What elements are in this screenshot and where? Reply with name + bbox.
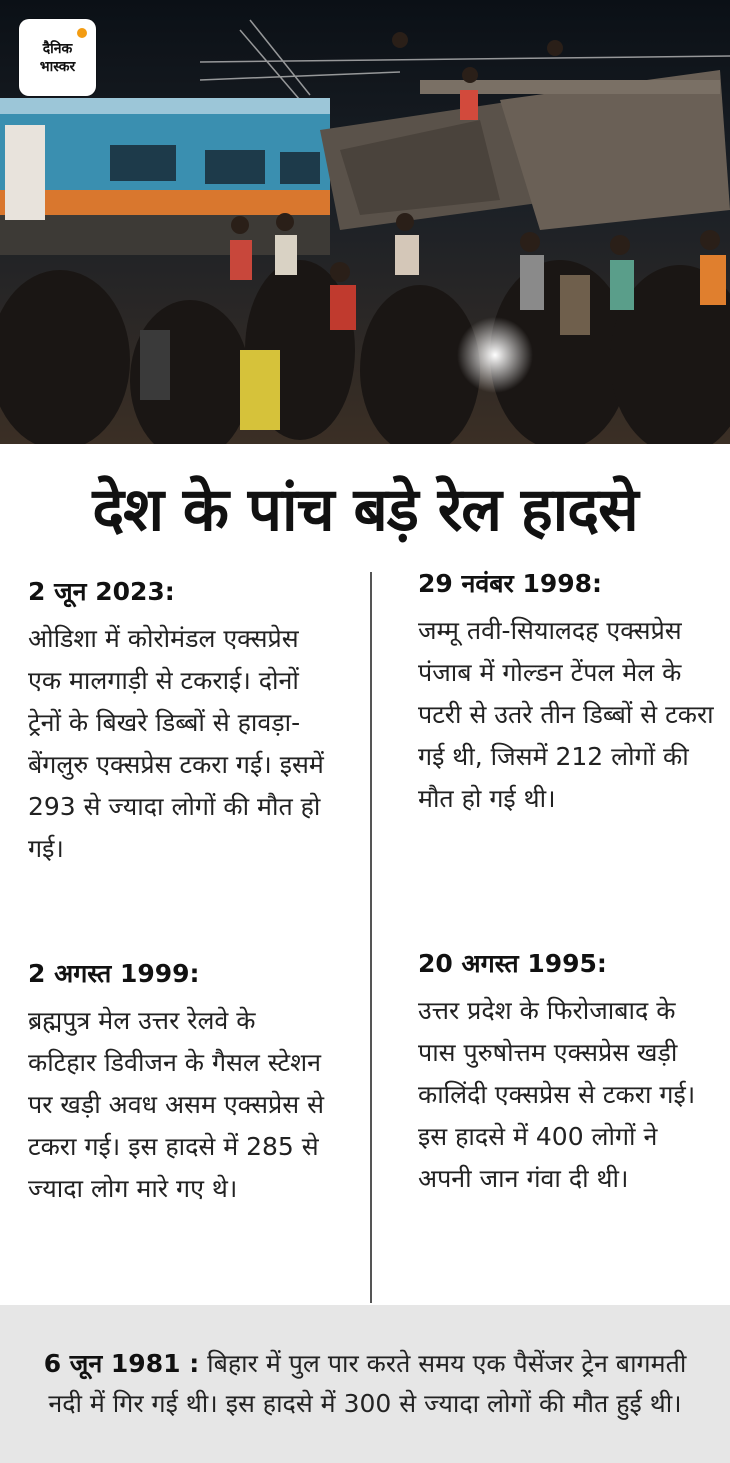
logo-line-2: भास्कर bbox=[39, 58, 76, 75]
event-1999 bbox=[28, 958, 324, 1210]
footer-note bbox=[0, 1305, 730, 1463]
event-date: 29 नवंबर 1998: bbox=[418, 569, 603, 598]
logo-sun-icon bbox=[77, 28, 87, 38]
dainik-bhaskar-logo bbox=[19, 19, 96, 96]
event-description: जम्मू तवी-सियालदह एक्सप्रेस पंजाब में गोल्डन टेंपल मेल के पटरी से उतरे तीन डिब्बों से टकरा गई थी, जिसमें 212 लोगों की मौत हो गई थी। bbox=[418, 616, 714, 813]
scene-illustration bbox=[0, 0, 730, 444]
accident-scene-photo bbox=[0, 0, 730, 444]
footer-date: 6 जून 1981 : bbox=[43, 1349, 200, 1378]
column-divider bbox=[370, 572, 372, 1303]
event-date: 20 अगस्त 1995: bbox=[418, 949, 607, 978]
footer-paragraph bbox=[30, 1344, 700, 1424]
event-date: 2 अगस्त 1999: bbox=[28, 959, 200, 988]
event-date: 2 जून 2023: bbox=[28, 577, 175, 606]
event-1995 bbox=[418, 948, 714, 1200]
event-description: उत्तर प्रदेश के फिरोजाबाद के पास पुरुषोत्तम एक्सप्रेस खड़ी कालिंदी एक्सप्रेस से टकरा गई। इस हादसे में 400 लोगों ने अपनी जान गंवा दी थी। bbox=[418, 996, 696, 1193]
event-description: ओडिशा में कोरोमंडल एक्सप्रेस एक मालगाड़ी से टकराई। दोनों ट्रेनों के बिखरे डिब्बों से हावड़ा-बेंगलुरु एक्सप्रेस टकरा गई। इसमें 293 से ज्यादा लोगों की मौत हो गई। bbox=[28, 624, 324, 863]
event-description: ब्रह्मपुत्र मेल उत्तर रेलवे के कटिहार डिवीजन के गैसल स्टेशन पर खड़ी अवध असम एक्सप्रेस से टकरा गई। इस हादसे में 285 से ज्यादा लोग मारे गए थे। bbox=[28, 1006, 325, 1203]
page-title: देश के पांच बड़े रेल हादसे bbox=[92, 475, 638, 545]
event-1998 bbox=[418, 568, 714, 820]
torch-light bbox=[457, 317, 533, 393]
footer-text: बिहार में पुल पार करते समय एक पैसेंजर ट्रेन बागमती नदी में गिर गई थी। इस हादसे में 300 से ज्यादा लोगों की मौत हुई थी। bbox=[48, 1349, 687, 1418]
logo-line-1: दैनिक bbox=[42, 40, 73, 57]
event-2023 bbox=[28, 576, 324, 870]
train-coach bbox=[0, 98, 330, 255]
